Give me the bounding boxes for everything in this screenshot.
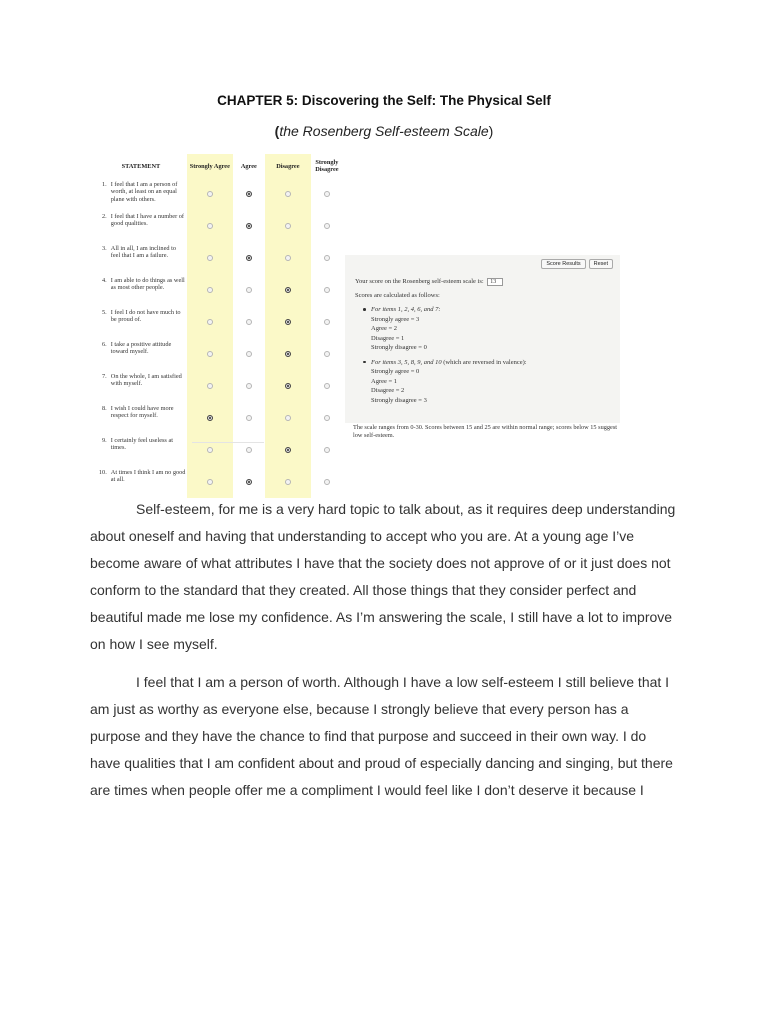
header-strongly-disagree: Strongly Disagree — [315, 159, 339, 173]
radio-strongly-agree[interactable] — [207, 447, 214, 454]
group1-line: Strongly disagree = 0 — [371, 344, 427, 351]
header-strongly-agree: Strongly Agree — [187, 154, 233, 178]
radio-agree[interactable] — [246, 191, 253, 198]
cell-agree — [233, 210, 265, 242]
radio-strongly-agree[interactable] — [207, 287, 214, 294]
table-row — [95, 210, 343, 242]
row-number: 2. — [102, 213, 107, 220]
radio-strongly-disagree[interactable] — [324, 383, 331, 390]
cell-strongly-agree — [187, 434, 233, 466]
radio-strongly-agree[interactable] — [207, 415, 214, 422]
radio-agree[interactable] — [246, 255, 253, 262]
rosenberg-scale-table — [95, 154, 343, 498]
row-statement: I am able to do things as well as most other people. — [110, 277, 185, 292]
group2-note: (which are reversed in valence): — [441, 358, 527, 366]
cell-strongly-agree — [187, 466, 233, 498]
radio-strongly-disagree[interactable] — [324, 191, 331, 198]
table-row — [95, 178, 343, 210]
table-row — [95, 274, 343, 306]
group2-line: Disagree = 2 — [371, 387, 405, 394]
table-row — [95, 466, 343, 498]
scoring-group-positive — [371, 305, 617, 353]
page-title: CHAPTER 5: Discovering the Self: The Physical Self — [217, 93, 551, 108]
cell-agree — [233, 274, 265, 306]
cell-strongly-agree — [187, 402, 233, 434]
radio-strongly-disagree[interactable] — [324, 415, 331, 422]
radio-disagree[interactable] — [285, 351, 292, 358]
cell-strongly-disagree — [311, 274, 343, 306]
results-button-row — [355, 259, 617, 270]
radio-disagree[interactable] — [285, 287, 292, 294]
radio-strongly-disagree[interactable] — [324, 351, 331, 358]
cell-strongly-agree — [187, 306, 233, 338]
cell-agree — [233, 466, 265, 498]
radio-agree[interactable] — [246, 223, 253, 230]
cell-strongly-agree — [187, 178, 233, 210]
scale-range-note: The scale ranges from 0-30. Scores between 15 and 25 are within normal range; scores below 15 suggest low self-esteem. — [353, 424, 618, 439]
group1-line: Agree = 2 — [371, 325, 398, 332]
cell-strongly-agree — [187, 210, 233, 242]
group1-title: For items 1, 2, 4, 6, and 7: — [371, 306, 441, 313]
table-row — [95, 242, 343, 274]
row-number: 10. — [98, 469, 107, 476]
table-row — [95, 338, 343, 370]
row-number: 7. — [102, 373, 107, 380]
divider-line — [192, 442, 264, 443]
cell-agree — [233, 306, 265, 338]
cell-strongly-disagree — [311, 210, 343, 242]
radio-disagree[interactable] — [285, 255, 292, 262]
cell-strongly-disagree — [311, 402, 343, 434]
radio-strongly-agree[interactable] — [207, 223, 214, 230]
cell-strongly-disagree — [311, 370, 343, 402]
row-number: 6. — [102, 341, 107, 348]
cell-strongly-disagree — [311, 178, 343, 210]
cell-disagree — [265, 274, 311, 306]
group1-line: Strongly agree = 3 — [371, 315, 420, 323]
row-number: 3. — [102, 245, 107, 252]
reset-button[interactable]: Reset — [589, 259, 613, 269]
scoring-group-reversed — [371, 358, 617, 406]
radio-disagree[interactable] — [285, 447, 292, 454]
radio-strongly-disagree[interactable] — [324, 287, 331, 294]
row-number: 9. — [102, 437, 107, 444]
cell-disagree — [265, 434, 311, 466]
cell-strongly-agree — [187, 370, 233, 402]
row-statement: All in all, I am inclined to feel that I am a failure. — [110, 245, 176, 260]
group2-line: Strongly disagree = 3 — [371, 396, 427, 404]
row-number: 5. — [102, 309, 107, 316]
cell-disagree — [265, 306, 311, 338]
calc-heading: Scores are calculated as follows: — [355, 292, 440, 299]
cell-strongly-disagree — [311, 434, 343, 466]
cell-disagree — [265, 402, 311, 434]
cell-agree — [233, 338, 265, 370]
radio-disagree[interactable] — [285, 191, 292, 198]
radio-agree[interactable] — [246, 287, 253, 294]
cell-agree — [233, 402, 265, 434]
cell-strongly-agree — [187, 274, 233, 306]
radio-strongly-agree[interactable] — [207, 479, 214, 486]
header-agree: Agree — [240, 162, 257, 170]
cell-disagree — [265, 210, 311, 242]
scale-header-row — [95, 154, 343, 178]
scale-body — [95, 178, 343, 498]
row-statement: I feel that I have a number of good qualities. — [110, 213, 185, 228]
cell-agree — [233, 242, 265, 274]
radio-agree[interactable] — [246, 415, 253, 422]
cell-agree — [233, 434, 265, 466]
radio-strongly-disagree[interactable] — [324, 479, 331, 486]
subtitle-scale-name: the Rosenberg Self-esteem Scale — [279, 123, 489, 139]
cell-disagree — [265, 466, 311, 498]
radio-strongly-disagree[interactable] — [324, 447, 331, 454]
body-paragraph-1: Self-esteem, for me is a very hard topic to talk about, as it requires deep understanding about oneself and having that understanding to accept who you are. At a young age I’ve become aware of what attributes I have that the society does not approve of or it just does not conform to the standard that they created. All those things that they consider perfect and beautiful made me lose my confidence. As I’m answering the scale, I still have a lot to improve on how I see myself. — [90, 501, 676, 652]
body-paragraph-2: I feel that I am a person of worth. Although I have a low self-esteem I still believe that I am just as worthy as everyone else, because I strongly believe that every person has a purpose and they have the chance to find that purpose and succeed in their own way. I do have qualities that I am confident about and proud of especially dancing and singing, but there are times when people offer me a compliment I would feel like I don’t deserve it because I — [90, 674, 673, 798]
radio-strongly-agree[interactable] — [207, 191, 214, 198]
radio-agree[interactable] — [246, 447, 253, 454]
radio-strongly-agree[interactable] — [207, 319, 214, 326]
header-statement: STATEMENT — [121, 162, 161, 170]
cell-strongly-disagree — [311, 306, 343, 338]
row-statement: I wish I could have more respect for myself. — [110, 405, 174, 420]
radio-strongly-disagree[interactable] — [324, 319, 331, 326]
row-statement: I feel that I am a person of worth, at least on an equal plane with others. — [110, 181, 178, 203]
radio-disagree[interactable] — [285, 319, 292, 326]
score-results-button[interactable]: Score Results — [541, 259, 585, 269]
radio-agree[interactable] — [246, 351, 253, 358]
row-statement: I feel I do not have much to be proud of. — [110, 309, 181, 324]
group2-line: Strongly agree = 0 — [371, 368, 420, 375]
table-row — [95, 370, 343, 402]
radio-disagree[interactable] — [285, 415, 292, 422]
radio-agree[interactable] — [246, 319, 253, 326]
scoring-rules-list — [355, 305, 617, 405]
radio-disagree[interactable] — [285, 479, 292, 486]
row-statement: I take a positive attitude toward myself. — [110, 341, 172, 356]
row-statement: I certainly feel useless at times. — [110, 437, 174, 452]
radio-strongly-disagree[interactable] — [324, 255, 331, 262]
table-row — [95, 434, 343, 466]
cell-strongly-disagree — [311, 338, 343, 370]
cell-strongly-disagree — [311, 242, 343, 274]
radio-strongly-agree[interactable] — [207, 351, 214, 358]
cell-strongly-agree — [187, 242, 233, 274]
page-subtitle — [0, 123, 768, 139]
subtitle-close-paren: ) — [488, 123, 494, 139]
row-number: 8. — [102, 405, 107, 412]
cell-disagree — [265, 242, 311, 274]
subtitle-open-paren: ( — [274, 123, 280, 139]
cell-strongly-disagree — [311, 466, 343, 498]
score-value-field[interactable]: 13 — [487, 278, 503, 286]
group1-line: Disagree = 1 — [371, 334, 405, 342]
radio-strongly-agree[interactable] — [207, 255, 214, 262]
radio-disagree[interactable] — [285, 223, 292, 230]
group2-line: Agree = 1 — [371, 377, 398, 385]
table-row — [95, 402, 343, 434]
row-statement: At times I think I am no good at all. — [110, 469, 186, 484]
cell-strongly-agree — [187, 338, 233, 370]
row-number: 4. — [102, 277, 107, 284]
cell-agree — [233, 370, 265, 402]
radio-strongly-agree[interactable] — [207, 383, 214, 390]
row-statement: On the whole, I am satisfied with myself. — [110, 373, 182, 388]
radio-agree[interactable] — [246, 383, 253, 390]
header-disagree: Disagree — [265, 154, 311, 178]
radio-agree[interactable] — [246, 479, 253, 486]
cell-disagree — [265, 370, 311, 402]
group2-title: For items 3, 5, 8, 9, and 10 — [371, 358, 442, 366]
table-row — [95, 306, 343, 338]
score-line — [355, 278, 617, 286]
cell-disagree — [265, 178, 311, 210]
radio-disagree[interactable] — [285, 383, 292, 390]
score-label: Your score on the Rosenberg self-esteem scale is: — [355, 278, 484, 285]
cell-agree — [233, 178, 265, 210]
row-number: 1. — [102, 181, 107, 188]
cell-disagree — [265, 338, 311, 370]
radio-strongly-disagree[interactable] — [324, 223, 331, 230]
results-content — [355, 259, 617, 410]
